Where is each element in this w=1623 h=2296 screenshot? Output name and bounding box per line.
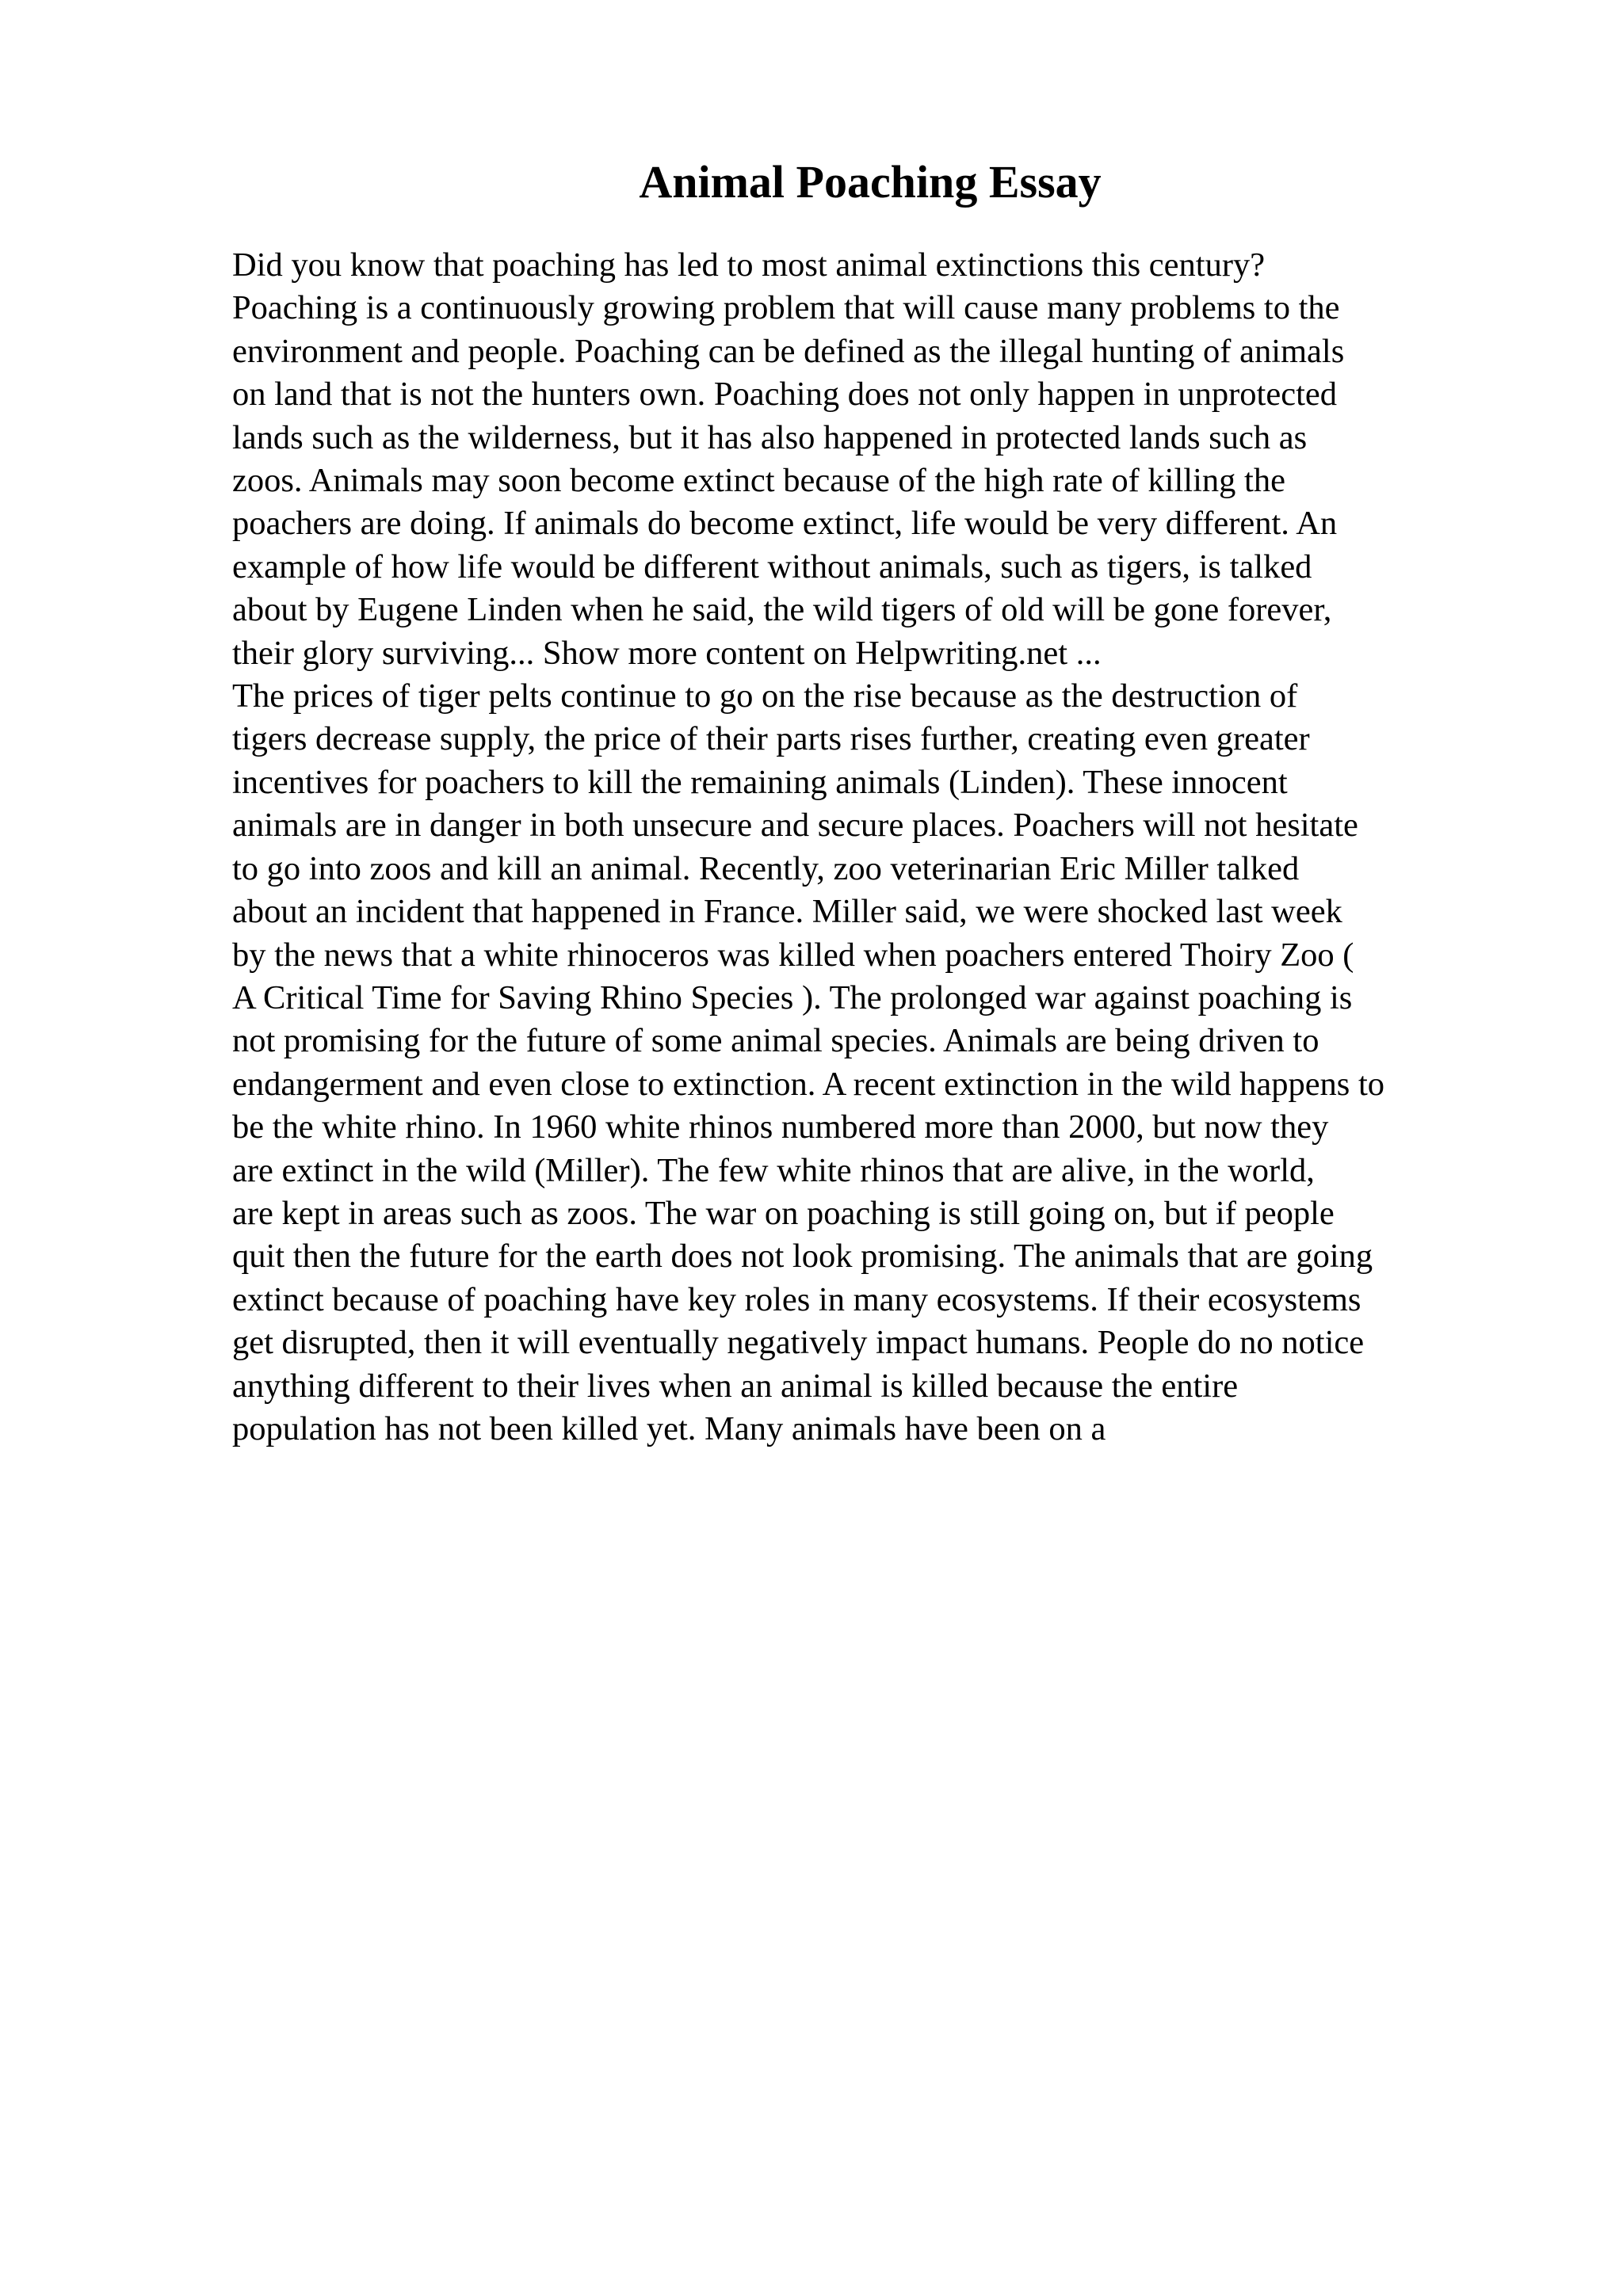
text-line: environment and people. Poaching can be defined as the illegal hunting of animals xyxy=(232,332,1345,370)
text-line: A Critical Time for Saving Rhino Species ). The prolonged war against poaching is xyxy=(232,978,1353,1016)
text-line: their glory surviving... Show more content on Helpwriting.net ... xyxy=(232,634,1102,672)
text-line: not promising for the future of some animal species. Animals are being driven to xyxy=(232,1022,1319,1060)
text-line: animals are in danger in both unsecure and secure places. Poachers will not hesitate xyxy=(232,807,1358,845)
text-line: incentives for poachers to kill the remaining animals (Linden). These innocent xyxy=(232,763,1288,801)
text-line: get disrupted, then it will eventually negatively impact humans. People do no notice xyxy=(232,1324,1365,1362)
text-line: about by Eugene Linden when he said, the wild tigers of old will be gone forever, xyxy=(232,591,1332,629)
text-line: by the news that a white rhinoceros was killed when poachers entered Thoiry Zoo ( xyxy=(232,936,1354,974)
text-line: The prices of tiger pelts continue to go on the rise because as the destruction of xyxy=(232,677,1298,715)
text-line: be the white rhino. In 1960 white rhinos numbered more than 2000, but now they xyxy=(232,1108,1329,1146)
text-line: lands such as the wilderness, but it has also happened in protected lands such as xyxy=(232,418,1308,456)
essay-body xyxy=(232,244,1579,1451)
text-line: population has not been killed yet. Many animals have been on a xyxy=(232,1409,1106,1447)
text-line: endangerment and even close to extinction. A recent extinction in the wild happens to xyxy=(232,1065,1385,1103)
text-line: Did you know that poaching has led to most animal extinctions this century? xyxy=(232,246,1266,284)
text-line: to go into zoos and kill an animal. Recently, zoo veterinarian Eric Miller talked xyxy=(232,849,1300,887)
text-line: are kept in areas such as zoos. The war on poaching is still going on, but if people xyxy=(232,1194,1335,1232)
text-line: are extinct in the wild (Miller). The few white rhinos that are alive, in the world, xyxy=(232,1151,1315,1189)
text-line: example of how life would be different without animals, such as tigers, is talked xyxy=(232,547,1312,585)
document-title: Animal Poaching Essay xyxy=(639,156,1102,208)
text-line: Poaching is a continuously growing problem that will cause many problems to the xyxy=(232,289,1340,327)
text-line: anything different to their lives when an animal is killed because the entire xyxy=(232,1367,1239,1405)
text-line: extinct because of poaching have key roles in many ecosystems. If their ecosystems xyxy=(232,1280,1361,1318)
text-line: poachers are doing. If animals do become extinct, life would be very different. An xyxy=(232,505,1338,543)
text-line: about an incident that happened in France. Miller said, we were shocked last week xyxy=(232,893,1342,931)
text-line: tigers decrease supply, the price of their parts rises further, creating even greater xyxy=(232,720,1310,758)
text-line: zoos. Animals may soon become extinct because of the high rate of killing the xyxy=(232,462,1285,500)
text-line: quit then the future for the earth does not look promising. The animals that are going xyxy=(232,1238,1373,1276)
text-line: on land that is not the hunters own. Poaching does not only happen in unprotected xyxy=(232,376,1337,414)
